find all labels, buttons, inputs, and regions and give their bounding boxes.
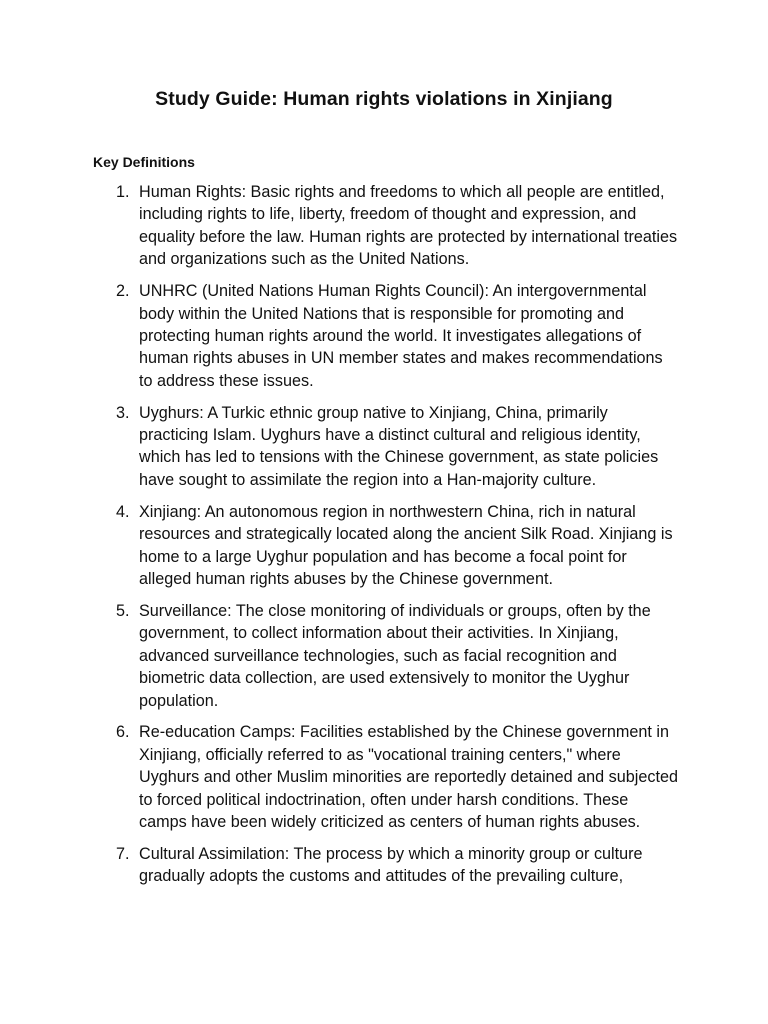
list-item xyxy=(0,181,768,271)
list-item-number: 4. xyxy=(116,502,130,521)
list-item-number: 7. xyxy=(116,844,130,863)
list-item-number: 1. xyxy=(116,183,130,201)
list-item-text: UNHRC (United Nations Human Rights Council): An intergovernmental body within the United Nations that is responsible for promoting and protecting human rights around the world. It investigates allegations of human rights abuses in UN member states and makes recommendations to address these issues. xyxy=(139,282,663,390)
list-item xyxy=(0,501,768,591)
definitions-list xyxy=(0,181,768,897)
section-heading: Key Definitions xyxy=(93,154,195,170)
list-item xyxy=(0,843,768,888)
list-item xyxy=(0,600,768,712)
list-item xyxy=(0,280,768,392)
list-item-number: 2. xyxy=(116,282,130,301)
page-title: Study Guide: Human rights violations in Xinjiang xyxy=(155,88,613,110)
list-item-number: 3. xyxy=(116,403,130,422)
list-item-text: Uyghurs: A Turkic ethnic group native to Xinjiang, China, primarily practicing Islam. Uyghurs have a distinct cultural and religious identity, which has led to tensions with the Chinese government, as state policies have sought to assimilate the region into a Han-majority culture. xyxy=(139,403,659,489)
list-item xyxy=(0,721,768,833)
list-item-text: Cultural Assimilation: The process by which a minority group or culture gradually adopts the customs and attitudes of the prevailing culture, xyxy=(139,844,643,886)
list-item-number: 5. xyxy=(116,601,130,620)
list-item-text: Re-education Camps: Facilities established by the Chinese government in Xinjiang, officially referred to as "vocational training centers," where Uyghurs and other Muslim minorities are reportedly detained and subjected to forced political indoctrination, often under harsh conditions. These camps have been widely criticized as centers of human rights abuses. xyxy=(139,723,678,832)
list-item-text: Human Rights: Basic rights and freedoms to which all people are entitled, including rights to life, liberty, freedom of thought and expression, and equality before the law. Human rights are protected by international treaties and organizations such as the United Nations. xyxy=(139,183,678,269)
list-item-text: Xinjiang: An autonomous region in northwestern China, rich in natural resources and strategically located along the ancient Silk Road. Xinjiang is home to a large Uyghur population and has become a focal point for alleged human rights abuses by the Chinese government. xyxy=(139,502,673,588)
list-item-text: Surveillance: The close monitoring of individuals or groups, often by the government, to collect information about their activities. In Xinjiang, advanced surveillance technologies, such as facial recognition and biometric data collection, are used extensively to monitor the Uyghur population. xyxy=(139,601,651,710)
list-item-number: 6. xyxy=(116,723,130,742)
list-item xyxy=(0,402,768,492)
